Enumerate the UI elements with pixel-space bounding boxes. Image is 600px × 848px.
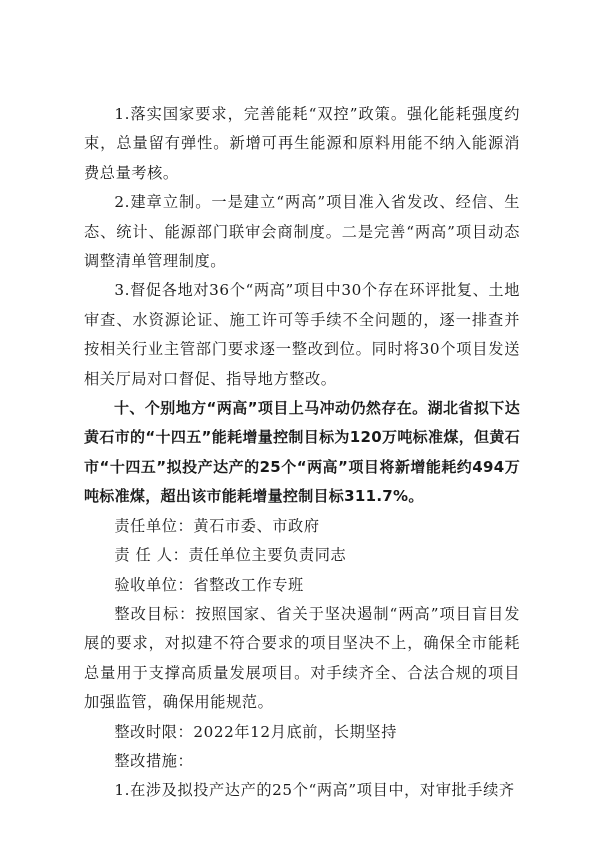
measure-paragraph-1: 1.落实国家要求，完善能耗“双控”政策。强化能耗强度约束，总量留有弹性。新增可再生能源和原料用能不纳入能源消费总量考核。	[84, 105, 520, 182]
document-page	[84, 100, 520, 806]
rectification-measure-1: 1.在涉及拟投产达产的25个“两高”项目中，对审批手续齐	[114, 781, 515, 800]
rectification-deadline: 整改时限：2022年12月底前，长期坚持	[114, 722, 397, 741]
acceptance-unit: 验收单位：省整改工作专班	[114, 575, 304, 594]
rectification-measures-label: 整改措施：	[114, 751, 194, 770]
responsible-person: 责 任 人：责任单位主要负责同志	[114, 546, 347, 565]
issue-heading: 十、个别地方“两高”项目上马冲动仍然存在。湖北省拟下达黄石市的“十四五”能耗增量控制目标为120万吨标准煤，但黄石市“十四五”拟投产达产的25个“两高”项目将新增能耗约494万吨标准煤，超出该市能耗增量控制目标311.7%。	[84, 399, 520, 506]
measure-paragraph-2: 2.建章立制。一是建立“两高”项目准入省发改、经信、生态、统计、能源部门联审会商制度。二是完善“两高”项目动态调整清单管理制度。	[84, 193, 520, 271]
responsible-unit: 责任单位：黄石市委、市政府	[114, 516, 320, 535]
measure-paragraph-3: 3.督促各地对36个“两高”项目中30个存在环评批复、土地审查、水资源论证、施工许可等手续不全问题的，逐一排查并按相关行业主管部门要求逐一整改到位。同时将30个项目发送相关厅局对口督促、指导地方整改。	[84, 281, 520, 388]
rectification-goal: 整改目标：按照国家、省关于坚决遏制“两高”项目盲目发展的要求，对拟建不符合要求的项目坚决不上，确保全市能耗总量用于支撑高质量发展项目。对手续齐全、合法合规的项目加强监管，确保用能规范。	[84, 604, 520, 712]
